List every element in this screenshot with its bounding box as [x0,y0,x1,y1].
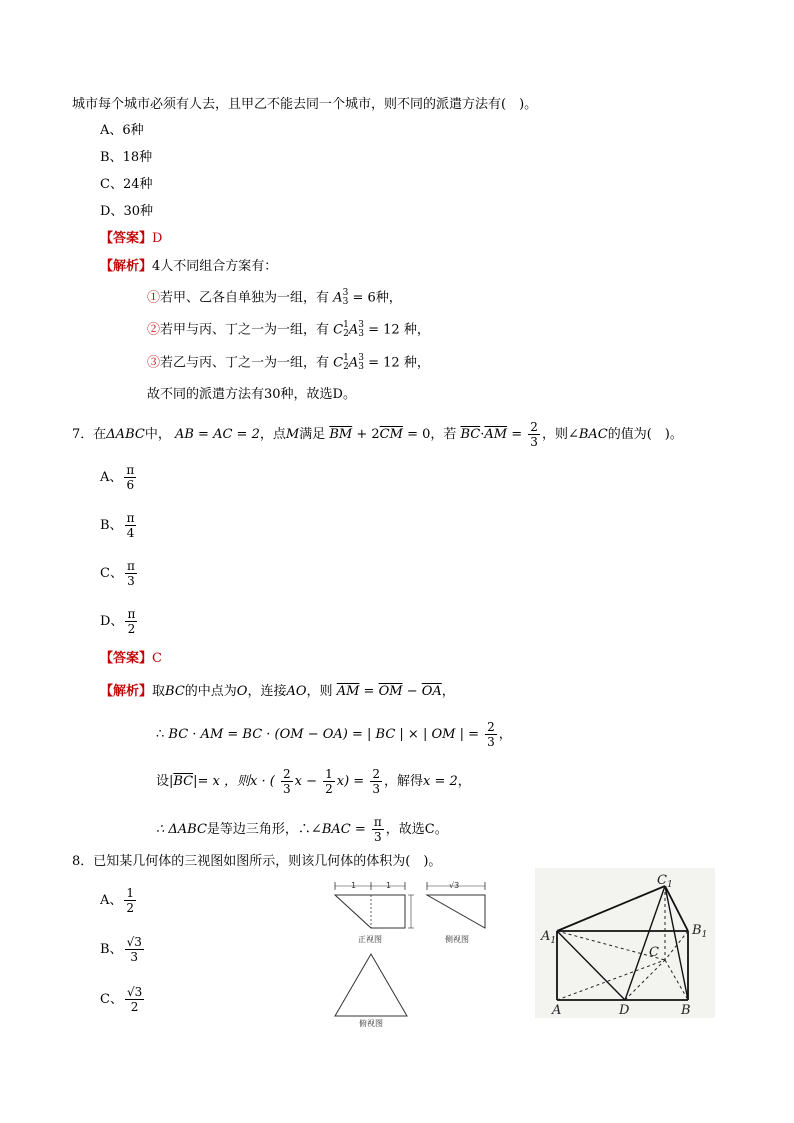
three-view-figure [325,878,495,1028]
front-caption: 正视图 [358,935,382,944]
top-caption: 俯视图 [359,1019,383,1028]
q7-analysis-line-1: 【解析】取BC的中点为O，连接AO，则 $\overline{AM} = \overline{OM} - \overline{OA}$， [100,684,455,699]
label-c: C [649,945,659,960]
side-view [427,881,485,944]
q6-option-a: A、6种 [100,123,144,138]
answer-value: D [152,231,163,246]
q8-stem: 8．已知某几何体的三视图如图所示，则该几何体的体积为( )。 [72,854,442,869]
label-c1: $C_1$ [657,873,673,890]
q7-analysis-line-3: 设$|\overline{BC}|= x$ ，则x · ( $\frac{2}{3}$ x − $\frac{1}{2}$ x) = $\frac{2}{3}$ ，解得x = 2， [156,767,471,796]
q6-case-2: ②若甲与丙、丁之一为一组，有 C 1 2 A 3 3 = 12 种， [147,320,430,339]
q7-option-a: A、 $\frac{\pi}{6}$ [100,463,135,492]
q6-analysis-intro: 【解析】4人不同组合方案有： [100,259,278,274]
front-view [335,881,414,944]
q7-option-b: B、 $\frac{\pi}{4}$ [100,511,135,540]
q7-answer: 【答案】C [100,651,162,666]
dim-1a: 1 [351,881,357,890]
label-b1: $B_1$ [692,923,708,940]
q6-option-c: C、24种 [100,177,153,192]
q7-stem: 7．在ΔABC中， AB = AC = 2，点M满足 $\overline{BM} + 2\overline{CM} = 0$，若 $\overline{BC}\cdot\overline{AM}$ = $\frac{2}{3}$ ，则∠BAC的值为( )。 [72,420,683,449]
answer-tag: 【答案】 [100,231,153,246]
q7-option-c: C、 $\frac{\pi}{3}$ [100,559,135,588]
dim-1b: 1 [386,881,392,890]
q6-case-3: ③若乙与丙、丁之一为一组，有 C 1 2 A 3 3 = 12 种， [147,353,430,372]
side-caption: 侧视图 [445,935,469,944]
dim-sqrt3: √3 [449,881,460,890]
q7-analysis-line-2: ∴ BC · AM = BC · (OM − OA) = | BC | × | OM | = $\frac{2}{3}$ ， [156,720,512,749]
q6-stem-tail: 城市每个城市必须有人去，且甲乙不能去同一个城市，则不同的派遣方法有( )。 [72,97,538,112]
q8-option-b: B、 $\frac{√3}{3}$ [100,935,142,964]
analysis-tag: 【解析】 [100,259,153,274]
label-d: D [619,1003,630,1018]
q6-answer [100,230,162,248]
q6-option-d: D、30种 [100,204,153,219]
label-b: B [681,1003,691,1018]
q6-case-1: ①若甲、乙各自单独为一组，有 A 3 3 = 6种， [147,288,402,307]
q7-analysis-line-4: ∴ ΔABC是等边三角形，∴∠BAC = $\frac{\pi}{3}$ ，故选C。 [156,815,448,844]
q8-option-a: A、 $\frac{1}{2}$ [100,886,135,915]
q6-conclusion: 故不同的派遣方法有30种，故选D。 [147,387,356,402]
q7-option-d: D、 $\frac{\pi}{2}$ [100,607,136,636]
solid-figure [535,868,715,1018]
label-a: A [552,1003,562,1018]
q8-option-c: C、 $\frac{√3}{2}$ [100,985,143,1014]
label-a1: $A_1$ [541,929,557,946]
q6-option-b: B、18种 [100,150,153,165]
top-view [335,954,407,1028]
